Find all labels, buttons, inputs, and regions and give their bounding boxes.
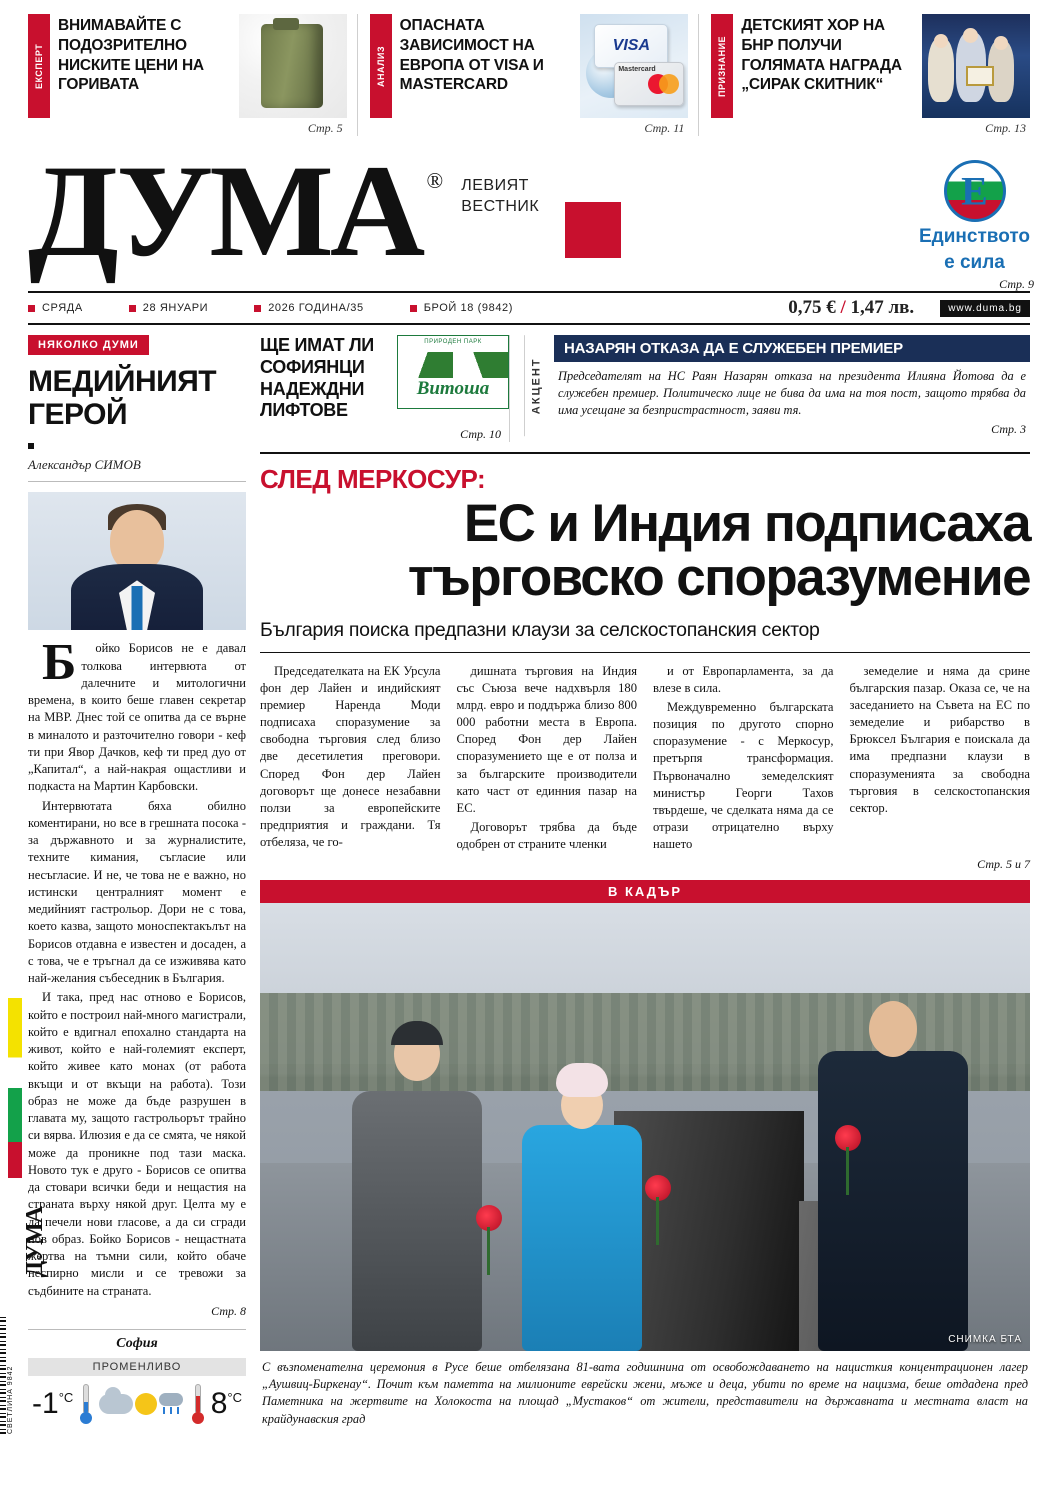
price-eur: 0,75 € [788, 297, 836, 319]
opinion-body [28, 634, 246, 1300]
credit-cards-photo [580, 14, 688, 118]
lead-column [260, 335, 1030, 1427]
accent-box[interactable] [524, 335, 1030, 436]
slogan-line-1: ЛЕВИЯТ [461, 177, 529, 194]
issue-day-label: СРЯДА [42, 302, 83, 315]
photo-figure-woman [352, 1021, 482, 1351]
photo-figure-man [818, 991, 968, 1351]
euro-flag-circle-icon [944, 160, 1006, 222]
slogan-line-2: ВЕСТНИК [461, 197, 540, 215]
issue-number-label: БРОЙ 18 (9842) [423, 302, 514, 315]
lead-headline-line-2: търговско споразумение [407, 547, 1030, 607]
teaser-tag-recognition: ПРИЗНАНИЕ [711, 14, 733, 118]
teaser-visa-mastercard[interactable] [357, 14, 689, 136]
photo-section-label: В КАДЪР [260, 880, 1030, 903]
top-teaser-strip [0, 0, 1058, 140]
thermometer-warm-icon [192, 1384, 204, 1424]
weather-widget [28, 1329, 246, 1424]
photo-credit: СНИМКА БТА [948, 1334, 1022, 1346]
visa-card-icon: VISA [594, 24, 668, 68]
weather-icons [99, 1393, 185, 1415]
opinion-title [28, 365, 246, 431]
opinion-paragraph: Бойко Борисов не е давал толкова интервюта от далечните и митологични времена, в които беше главен секретар на МВР. Днес той се опитва да се върне в миналото и разточително говори - кеф ти при Явор Дачков, кеф ти пред дуо от „Капитал“, а най-накрая ощастливи и подкаста на Мартин Карбовски. [28, 634, 246, 794]
teaser-page-ref: Стр. 11 [644, 121, 685, 135]
vitosha-park-logo [397, 335, 509, 409]
jerrycan-photo [239, 14, 347, 118]
weather-condition: ПРОМЕНЛИВО [28, 1358, 246, 1376]
main-content [0, 325, 1058, 1434]
opinion-bullet [28, 443, 34, 449]
award-ceremony-photo [922, 14, 1030, 118]
lead-paragraph: и от Европарламента, за да влезе в сила. [653, 663, 834, 695]
teaser-headline: ВНИМАВАЙТЕ С ПОДОЗРИТЕЛНО НИСКИТЕ ЦЕНИ НА ГОРИВАТА [58, 17, 204, 94]
emblem-label-1: Единството [919, 226, 1030, 247]
masthead [0, 137, 1058, 291]
lead-headline-line-1: ЕС и Индия подписаха [463, 493, 1030, 553]
thermometer-cold-icon [80, 1384, 92, 1424]
issue-year [254, 302, 364, 314]
barcode-number: СВЕТЛИНА 9842 [7, 1365, 14, 1434]
lead-paragraph: Междувременно българската позиция по другото спорно споразумение - с Меркосур, претърпя трансформация. Първоначално земеделският министър Георги Тахов твърдеше, че сделката няма да се отрази отрицателно върху нашето [653, 700, 834, 852]
issue-number [410, 302, 513, 314]
red-square-mark [565, 202, 621, 258]
weather-unit: °C [58, 1389, 74, 1405]
opinion-author: Александър СИМОВ [28, 457, 246, 482]
lead-divider [260, 452, 1030, 454]
holocaust-ceremony-photo [260, 903, 1030, 1351]
lead-headline[interactable] [260, 493, 1030, 607]
teaser-fuel-prices[interactable] [28, 14, 347, 136]
photo-figure-child [522, 1051, 642, 1351]
lead-paragraph: Председателката на ЕК Урсула фон дер Лайен и индийският премиер Наренда Моди подписаха споразумение за свободна търговия след близо две десетилетия преговори. Според Фон дер Лайен договорът ще донесе незабавни ползи за европейските предприятия и граждани. Тя отбеляза, че го- [260, 663, 441, 850]
rain-icon [159, 1393, 185, 1415]
teaser-headline: ОПАСНАТА ЗАВИСИМОСТ НА ЕВРОПА ОТ VISA И MASTERCARD [399, 17, 544, 94]
weather-unit: °C [227, 1389, 242, 1405]
unity-emblem[interactable] [919, 146, 1034, 291]
lead-paragraph: земеделие и няма да срине българския пазар. Оказа се, че на заседанието на Съвета на ЕС по земеделие и рибарство в Брюксел България е поискала да има предпазни клаузи в споразуменията за свободна търговия в селскостопанския сектор. [849, 663, 1030, 815]
newspaper-logo[interactable] [28, 137, 444, 284]
teaser-bnr-choir[interactable] [698, 14, 1030, 136]
teaser-page-ref: Стр. 5 [307, 121, 343, 135]
issue-price [788, 297, 914, 319]
issue-info-bar [28, 291, 1030, 325]
teaser-tag-expert: ЕКСПЕРТ [28, 14, 50, 118]
vitosha-logo-top-label: ПРИРОДЕН ПАРК [424, 339, 482, 346]
price-bgn: 1,47 лв. [850, 297, 915, 319]
photo-caption: С възпоменателна церемония в Русе беше отбелязана 81-вата годишнина от освобождаването на нацисткия концентрационен лагер „Аушвиц-Биркенау“. Почит към паметта на милионите еврейски жени, мъже и деца, убити по време на нацизма, беше отдадена пред Паметника на жертвите на Холокоста на площад „Мустаков“ от жители, представители на държавната и местната власт на крайдунавския град [262, 1360, 1028, 1426]
registered-mark: ® [426, 168, 444, 193]
opinion-title-line-1: МЕДИЙНИЯТ [28, 365, 217, 399]
website-url[interactable]: www.duma.bg [940, 300, 1030, 317]
barcode [0, 1314, 14, 1434]
opinion-page-ref: Стр. 8 [211, 1303, 246, 1318]
weather-low [32, 1387, 73, 1421]
lifts-headline: ЩЕ ИМАТ ЛИ СОФИЯНЦИ НАДЕЖДНИ ЛИФТОВЕ [260, 335, 374, 421]
carnation-icon [835, 1125, 861, 1151]
teaser-vitosha-lifts[interactable] [260, 335, 510, 441]
masthead-slogan [461, 176, 539, 218]
opinion-kicker: НЯКОЛКО ДУМИ [28, 335, 149, 355]
weather-readings [28, 1384, 246, 1424]
weather-high [211, 1387, 242, 1421]
page-edge-color-strip [8, 998, 22, 1178]
lead-page-ref: Стр. 5 и 7 [977, 857, 1030, 872]
weather-low-value: -1 [32, 1386, 59, 1420]
mastercard-label: Mastercard [618, 66, 656, 73]
issue-date-label: 28 ЯНУАРИ [142, 302, 209, 315]
lead-body [260, 663, 1030, 853]
carnation-icon [476, 1205, 502, 1231]
opinion-title-line-2: ГЕРОЙ [28, 398, 128, 432]
accent-headline: НАЗАРЯН ОТКАЗА ДА Е СЛУЖЕБЕН ПРЕМИЕР [554, 335, 1030, 362]
opinion-paragraph: И така, пред нас отново е Борисов, който е построил най-много магистрали, който е вдигнал епохално стандарта на живот, който е най-големият експерт, който живее като монах (от работа вкъщи и от вкъщи на работа). Този образ не може да бъде разрушен в главата му, защото гастрольорът трайно си вярва. Илюзия е да се смята, че някой може да проникне под тази маска. Новото тук е друго - Борисов се опитва да стовари всички беди и нещастия на страната върху някой друг. Целта му е да печели нови гласове, а да си сгради нов образ. Бойко Борисов - нещастната жертва на тъмни сили, който обаче неспирно мисли и се тревожи за съдбините на страната. [28, 990, 246, 1298]
emblem-label-2: е сила [944, 251, 1005, 273]
lead-paragraph: Договорът трябва да бъде одобрен от страните членки [456, 819, 637, 852]
weather-high-value: 8 [210, 1386, 228, 1420]
issue-year-label: 2026 ГОДИНА/35 [268, 302, 364, 315]
accent-vertical-label: АКЦЕНТ [524, 335, 544, 436]
logo-text: ДУМА [28, 137, 422, 284]
sun-icon [135, 1393, 157, 1415]
opinion-column [7, 335, 246, 1434]
side-masthead-label: ДУМА [22, 1207, 48, 1278]
issue-date [129, 302, 208, 314]
lead-kicker: СЛЕД МЕРКОСУР: [260, 463, 486, 494]
price-separator: / [840, 297, 846, 319]
vitosha-logo-main-label: Витоша [416, 378, 490, 400]
teaser-page-ref: Стр. 13 [985, 121, 1027, 135]
cloud-icon [99, 1394, 133, 1414]
opinion-paragraph: Интервютата бяха обилно коментирани, но все в грешната посока - за държавното и за журналистите, техните кимания, съгласие или несъгласие. И не, че това не е важно, но истински централният момент е медийният гастрольор. Дори не с това, което казва, защото моноспектакълът на Борисов отдавна е известен и досаден, а с това, че е тръгнал да се изживява като най-желания събеседник в България. [28, 798, 246, 986]
accent-text: Председателят на НС Раян Назарян отказа на президента Илияна Йотова да е служебен премиер. Политическо лице не бива да има на тоя пост, защото трябва да има усещане за безпристрастност, заяви тя. [558, 369, 1026, 417]
teaser-headline: ДЕТСКИЯТ ХОР НА БНР ПОЛУЧИ ГОЛЯМАТА НАГРАДА „СИРАК СКИТНИК“ [741, 17, 902, 94]
lifts-page-ref: Стр. 10 [460, 426, 501, 441]
emblem-page-ref: Стр. 9 [999, 276, 1034, 291]
secondary-teasers [260, 335, 1030, 441]
lead-paragraph: дишната търговия на Индия със Съюза вече надхвърля 180 млрд. евро и поддържа близо 800 000 работни места в Европа. Според Фон дер Лайен споразумението ще е от полза и за българските производители като част от единния пазар на ЕС. [456, 663, 637, 815]
lead-subheadline: България поиска предпазни клаузи за селскостопанския сектор [260, 619, 1030, 653]
teaser-tag-analysis: АНАЛИЗ [370, 14, 392, 118]
accent-page-ref: Стр. 3 [991, 421, 1026, 436]
weather-city: София [116, 1335, 158, 1351]
author-portrait [28, 492, 246, 630]
issue-day [28, 302, 83, 314]
